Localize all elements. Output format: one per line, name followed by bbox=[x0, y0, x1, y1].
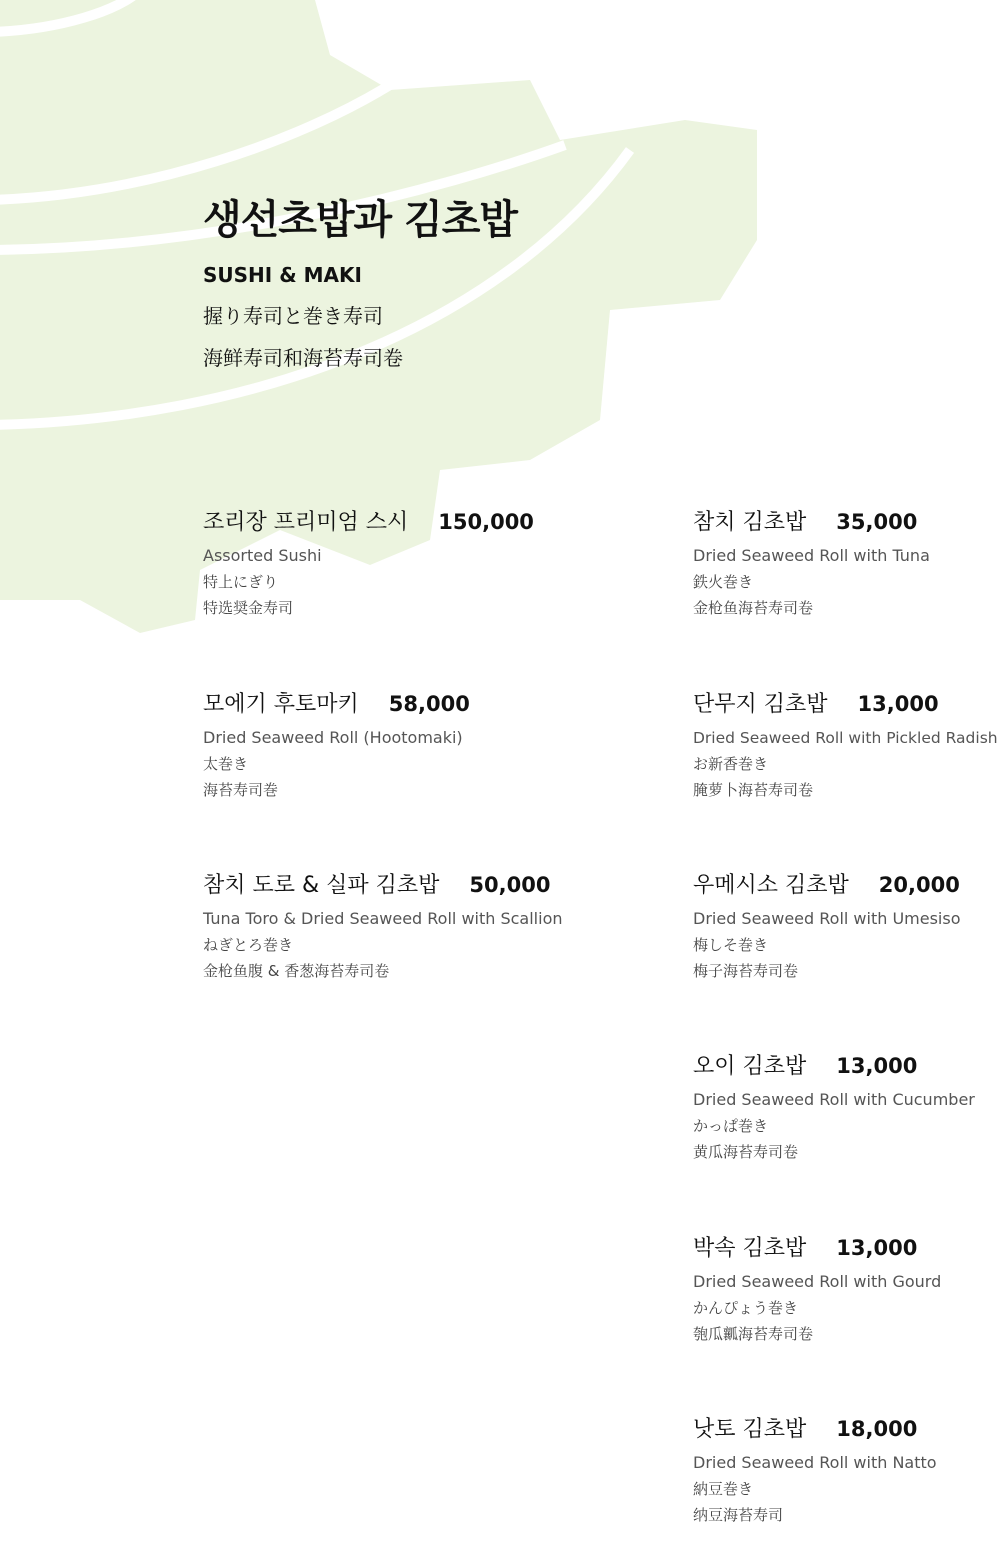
item-name-chinese: 匏瓜瓤海苔寿司卷 bbox=[693, 1325, 814, 1343]
item-price: 13,000 bbox=[836, 1054, 918, 1078]
item-name-korean: 오이 김초밥 bbox=[693, 1054, 807, 1079]
item-name-korean: 박속 김초밥 bbox=[693, 1236, 807, 1261]
item-name-japanese: かんぴょう巻き bbox=[693, 1299, 799, 1317]
item-name-english: Dried Seaweed Roll with Gourd bbox=[693, 1272, 942, 1291]
item-name-chinese: 特选奨金寿司 bbox=[203, 599, 294, 617]
item-name-english: Tuna Toro & Dried Seaweed Roll with Scallion bbox=[203, 909, 563, 928]
menu-item bbox=[693, 687, 998, 800]
item-name-japanese: かっぱ巻き bbox=[693, 1117, 769, 1135]
item-name-japanese: 納豆巻き bbox=[693, 1480, 754, 1498]
item-name-chinese: 腌萝卜海苔寿司卷 bbox=[693, 781, 814, 799]
item-price: 150,000 bbox=[438, 510, 534, 534]
item-name-japanese: 梅しそ巻き bbox=[693, 936, 769, 954]
item-name-chinese: 金枪鱼腹 & 香葱海苔寿司卷 bbox=[203, 962, 390, 980]
item-name-korean: 단무지 김초밥 bbox=[693, 692, 828, 717]
item-price: 18,000 bbox=[836, 1417, 918, 1441]
item-name-chinese: 黄瓜海苔寿司卷 bbox=[693, 1143, 799, 1161]
item-name-english: Assorted Sushi bbox=[203, 546, 322, 565]
item-name-korean: 우메시소 김초밥 bbox=[693, 873, 849, 898]
item-name-korean: 조리장 프리미엄 스시 bbox=[203, 510, 409, 535]
item-name-english: Dried Seaweed Roll with Cucumber bbox=[693, 1090, 975, 1109]
item-name-english: Dried Seaweed Roll with Tuna bbox=[693, 546, 930, 565]
item-name-japanese: お新香巻き bbox=[693, 755, 769, 773]
item-name-korean: 참치 도로 & 실파 김초밥 bbox=[203, 873, 440, 898]
menu-item bbox=[693, 505, 930, 618]
item-price: 13,000 bbox=[836, 1236, 918, 1260]
item-name-korean: 참치 김초밥 bbox=[693, 510, 807, 535]
item-name-chinese: 纳豆海苔寿司 bbox=[693, 1506, 784, 1524]
menu-item bbox=[203, 687, 470, 800]
section-header bbox=[203, 192, 517, 372]
section-title-korean: 생선초밥과 김초밥 bbox=[203, 197, 518, 243]
item-name-chinese: 金枪鱼海苔寿司卷 bbox=[693, 599, 814, 617]
item-name-korean: 낫토 김초밥 bbox=[693, 1417, 807, 1442]
section-title-english: SUSHI & MAKI bbox=[203, 263, 362, 287]
item-name-chinese: 海苔寿司巻 bbox=[203, 781, 279, 799]
item-name-japanese: 特上にぎり bbox=[203, 573, 279, 591]
menu-item bbox=[693, 1231, 941, 1344]
menu-item bbox=[693, 868, 961, 981]
section-title-chinese: 海鲜寿司和海苔寿司卷 bbox=[203, 346, 403, 370]
item-price: 58,000 bbox=[388, 692, 470, 716]
item-name-korean: 모에기 후토마키 bbox=[203, 692, 359, 717]
item-name-english: Dried Seaweed Roll with Natto bbox=[693, 1453, 937, 1472]
item-name-japanese: 鉄火巻き bbox=[693, 573, 754, 591]
menu-item bbox=[203, 505, 534, 618]
item-name-chinese: 梅子海苔寿司卷 bbox=[693, 962, 799, 980]
item-price: 50,000 bbox=[469, 873, 551, 897]
section-title-japanese: 握り寿司と巻き寿司 bbox=[203, 304, 383, 328]
item-price: 13,000 bbox=[857, 692, 939, 716]
menu-item bbox=[693, 1049, 975, 1162]
item-name-japanese: ねぎとろ巻き bbox=[203, 936, 294, 954]
item-name-english: Dried Seaweed Roll with Pickled Radish bbox=[693, 729, 998, 747]
menu-item bbox=[693, 1412, 937, 1525]
item-name-english: Dried Seaweed Roll (Hootomaki) bbox=[203, 728, 463, 747]
menu-item bbox=[203, 868, 563, 981]
item-name-japanese: 太巻き bbox=[203, 755, 249, 773]
item-price: 35,000 bbox=[836, 510, 918, 534]
item-name-english: Dried Seaweed Roll with Umesiso bbox=[693, 909, 961, 928]
item-price: 20,000 bbox=[878, 873, 960, 897]
